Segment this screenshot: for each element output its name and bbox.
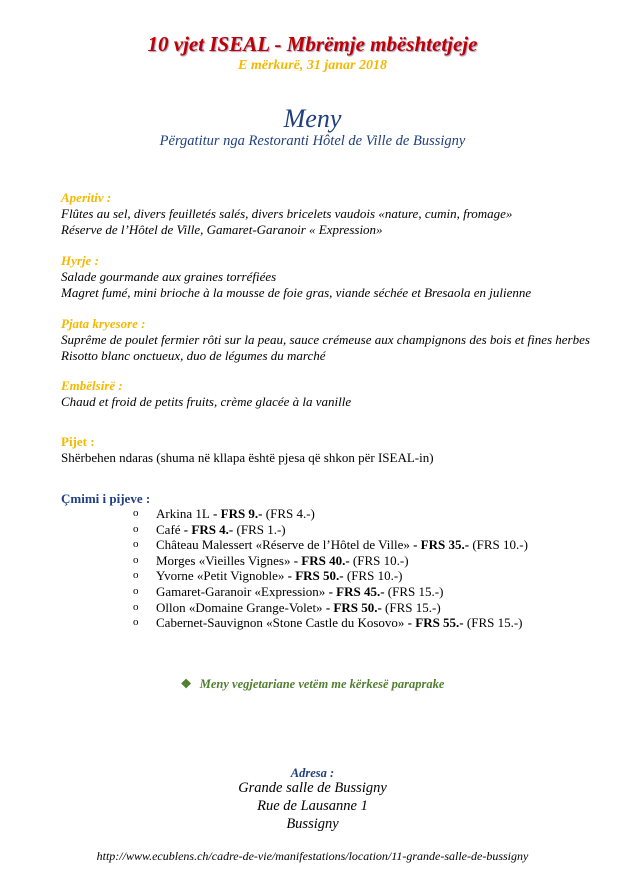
drink-price: - FRS 50.- bbox=[322, 599, 382, 615]
drink-name: Yvorne «Petit Vignoble» bbox=[156, 568, 285, 584]
circle-bullet-icon: o bbox=[133, 616, 139, 629]
price-item bbox=[133, 522, 528, 538]
drink-price: - FRS 45.- bbox=[325, 583, 385, 599]
prices-heading: Çmimi i pijeve : bbox=[61, 491, 151, 506]
section-embelsire bbox=[61, 378, 351, 410]
menu-item: Salade gourmande aux graines torréfiées bbox=[61, 269, 277, 284]
menu-item: Flûtes au sel, divers feuilletés salés, divers bricelets vaudois «nature, cumin, fromage» bbox=[61, 206, 513, 221]
event-title: 10 vjet ISEAL - Mbrëmje mbështetjeje bbox=[147, 32, 478, 56]
drink-share: (FRS 10.-) bbox=[469, 537, 528, 553]
menu-title: Meny bbox=[283, 104, 342, 133]
drink-price: - FRS 55.- bbox=[404, 615, 464, 631]
venue-link[interactable]: http://www.ecublens.ch/cadre-de-vie/manifestations/location/11-grande-salle-de-bussigny bbox=[96, 849, 529, 863]
section-pijet bbox=[61, 434, 434, 466]
section-aperitiv bbox=[61, 190, 512, 238]
price-item bbox=[133, 553, 528, 569]
address-line: Bussigny bbox=[286, 816, 339, 832]
drink-price: - FRS 35.- bbox=[409, 537, 470, 553]
menu-item: Réserve de l’Hôtel de Ville, Gamaret-Garanoir « Expression» bbox=[61, 222, 383, 237]
drink-share: (FRS 4.-) bbox=[262, 506, 315, 521]
section-heading: Pijet : bbox=[61, 434, 95, 449]
drink-price: - FRS 50.- bbox=[284, 568, 344, 584]
price-item bbox=[133, 568, 528, 584]
price-list bbox=[133, 506, 528, 631]
section-hyrje bbox=[61, 253, 531, 301]
menu-subtitle: Përgatitur nga Restoranti Hôtel de Ville de Bussigny bbox=[159, 133, 466, 149]
menu-item: Chaud et froid de petits fruits, crème glacée à la vanille bbox=[61, 394, 352, 409]
drink-share: (FRS 10.-) bbox=[349, 552, 409, 568]
vegetarian-note-text: Meny vegjetariane vetëm me kërkesë paraprake bbox=[199, 677, 445, 691]
circle-bullet-icon: o bbox=[133, 538, 139, 551]
circle-bullet-icon: o bbox=[133, 600, 139, 613]
circle-bullet-icon: o bbox=[133, 553, 139, 566]
section-heading: Aperitiv : bbox=[61, 190, 112, 205]
drinks-note: Shërbehen ndaras (shuma në kllapa është pjesa që shkon për ISEAL-in) bbox=[61, 450, 434, 465]
drink-price: - FRS 4.- bbox=[180, 521, 234, 537]
section-heading: Hyrje : bbox=[61, 253, 99, 268]
drink-name: Café bbox=[156, 521, 181, 537]
event-date: E mërkurë, 31 janar 2018 bbox=[238, 58, 387, 73]
drink-share: (FRS 15.-) bbox=[384, 583, 444, 599]
address-line: Grande salle de Bussigny bbox=[238, 780, 387, 796]
section-heading: Pjata kryesore : bbox=[61, 316, 146, 331]
menu-item: Magret fumé, mini brioche à la mousse de foie gras, viande séchée et Bresaola en julienne bbox=[61, 285, 532, 300]
drink-price: - FRS 9.- bbox=[209, 506, 263, 521]
price-item bbox=[133, 506, 528, 522]
price-item bbox=[133, 615, 528, 631]
drink-share: (FRS 1.-) bbox=[233, 521, 286, 537]
section-heading: Embëlsirë : bbox=[61, 378, 123, 393]
price-item bbox=[133, 584, 528, 600]
menu-item: Suprême de poulet fermier rôti sur la peau, sauce crémeuse aux champignons des bois et fines herbes bbox=[61, 332, 590, 347]
diamond-flower-icon: ❖ bbox=[180, 677, 192, 691]
circle-bullet-icon: o bbox=[133, 569, 139, 582]
drink-name: Château Malessert «Réserve de l’Hôtel de Ville» bbox=[156, 537, 410, 553]
address-line: Rue de Lausanne 1 bbox=[257, 798, 368, 814]
menu-item: Risotto blanc onctueux, duo de légumes du marché bbox=[61, 348, 326, 363]
circle-bullet-icon: o bbox=[133, 507, 139, 519]
address-heading: Adresa : bbox=[290, 766, 335, 780]
circle-bullet-icon: o bbox=[133, 584, 139, 597]
drink-name: Morges «Vieilles Vignes» bbox=[156, 552, 291, 568]
drink-name: Arkina 1L bbox=[156, 506, 210, 521]
circle-bullet-icon: o bbox=[133, 522, 139, 535]
price-item bbox=[133, 537, 528, 553]
drink-share: (FRS 15.-) bbox=[381, 599, 441, 615]
drink-share: (FRS 15.-) bbox=[463, 615, 523, 631]
drink-name: Cabernet-Sauvignon «Stone Castle du Kosovo» bbox=[156, 615, 405, 631]
drink-name: Gamaret-Garanoir «Expression» bbox=[156, 583, 326, 599]
drink-share: (FRS 10.-) bbox=[343, 568, 403, 584]
drink-price: - FRS 40.- bbox=[290, 552, 350, 568]
price-item bbox=[133, 600, 528, 616]
drink-name: Ollon «Domaine Grange-Volet» bbox=[156, 599, 323, 615]
section-pjata-kryesore bbox=[61, 316, 590, 364]
vegetarian-note bbox=[0, 676, 625, 692]
